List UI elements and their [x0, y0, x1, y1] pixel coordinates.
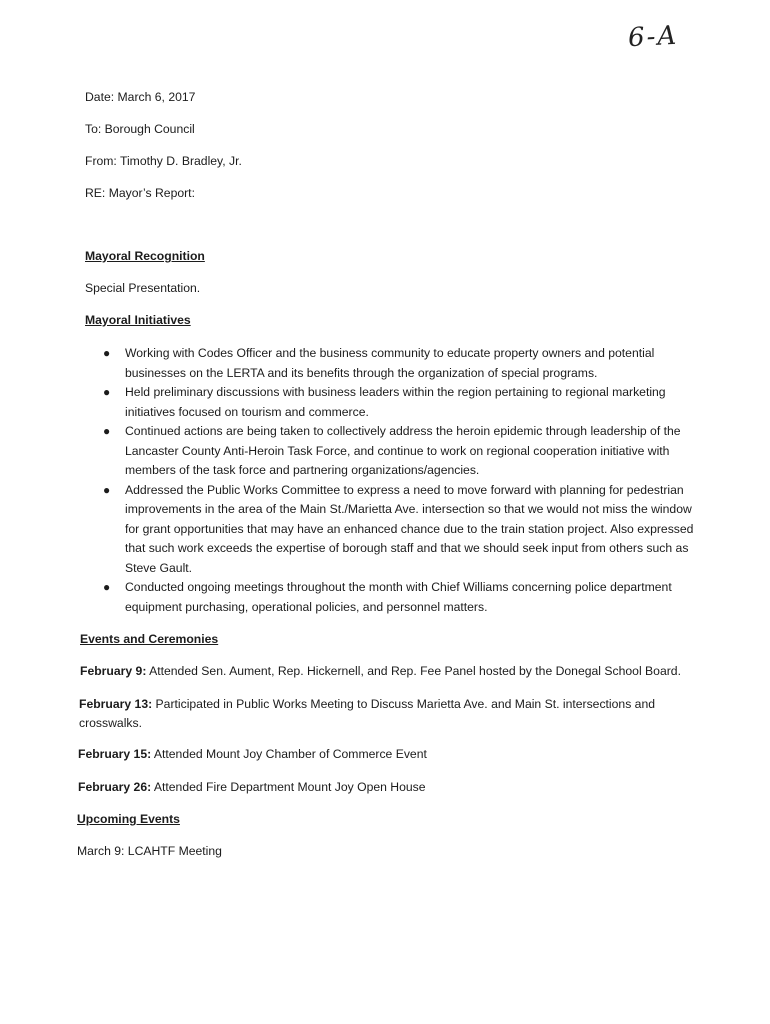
event-item: [80, 662, 700, 681]
event-text: Participated in Public Works Meeting to Discuss Marietta Ave. and Main St. intersections and crosswalks.: [79, 697, 656, 730]
event-date: February 13:: [79, 697, 153, 711]
event-text: Attended Sen. Aument, Rep. Hickernell, and Rep. Fee Panel hosted by the Donegal School Board.: [146, 664, 681, 678]
event-date: February 15:: [78, 747, 152, 761]
event-text: Attended Mount Joy Chamber of Commerce Event: [151, 747, 427, 761]
list-item: [100, 578, 700, 617]
initiatives-heading: Mayoral Initiatives: [85, 313, 191, 327]
recognition-heading: Mayoral Recognition: [85, 249, 205, 263]
bullet-icon: ●: [103, 346, 111, 360]
bullet-icon: ●: [103, 385, 111, 399]
list-item: [100, 344, 700, 383]
memo-date: Date: March 6, 2017: [85, 90, 196, 104]
event-item: [79, 695, 679, 733]
initiative-text: Addressed the Public Works Committee to express a need to move forward with planning for pedestrian improvements in the area of the Main St./Marietta Ave. intersection so that we would not miss the window for grant opportunities that may have an enhanced chance due to the train station project. Also expressed that such work exceeds the expertise of borough staff and that we should seek input from others such as Steve Gault.: [125, 482, 694, 575]
list-item: [100, 422, 700, 481]
initiative-text: Working with Codes Officer and the business community to educate property owners and potential businesses on the LERTA and its benefits through the organization of special programs.: [125, 346, 655, 380]
list-item: [100, 481, 700, 579]
initiative-text: Continued actions are being taken to collectively address the heroin epidemic through leadership of the Lancaster County Anti-Heroin Task Force, and continue to work on regional cooperation initiative with members of the task force and partnering organizations/agencies.: [125, 424, 681, 477]
event-item: [78, 745, 698, 764]
bullet-icon: ●: [103, 580, 111, 594]
events-heading: Events and Ceremonies: [80, 632, 219, 646]
initiative-text: Conducted ongoing meetings throughout the month with Chief Williams concerning police department equipment purchasing, operational policies, and personnel matters.: [125, 580, 672, 614]
event-date: February 9:: [80, 664, 147, 678]
upcoming-heading: Upcoming Events: [77, 812, 180, 826]
event-item: [78, 778, 698, 797]
list-item: [100, 383, 700, 422]
handwritten-annotation: 6-A: [627, 20, 679, 54]
event-date: February 26:: [78, 780, 152, 794]
initiatives-list: [100, 344, 700, 617]
memo-subject: RE: Mayor’s Report:: [85, 186, 195, 200]
bullet-icon: ●: [103, 482, 111, 497]
initiative-text: Held preliminary discussions with business leaders within the region pertaining to regional marketing initiatives focused on tourism and commerce.: [125, 385, 666, 419]
recognition-text: Special Presentation.: [85, 281, 201, 295]
memo-to: To: Borough Council: [85, 122, 195, 136]
upcoming-text: March 9: LCAHTF Meeting: [77, 844, 222, 858]
bullet-icon: ●: [103, 424, 111, 438]
event-text: Attended Fire Department Mount Joy Open House: [151, 780, 426, 794]
memo-from: From: Timothy D. Bradley, Jr.: [85, 154, 242, 168]
